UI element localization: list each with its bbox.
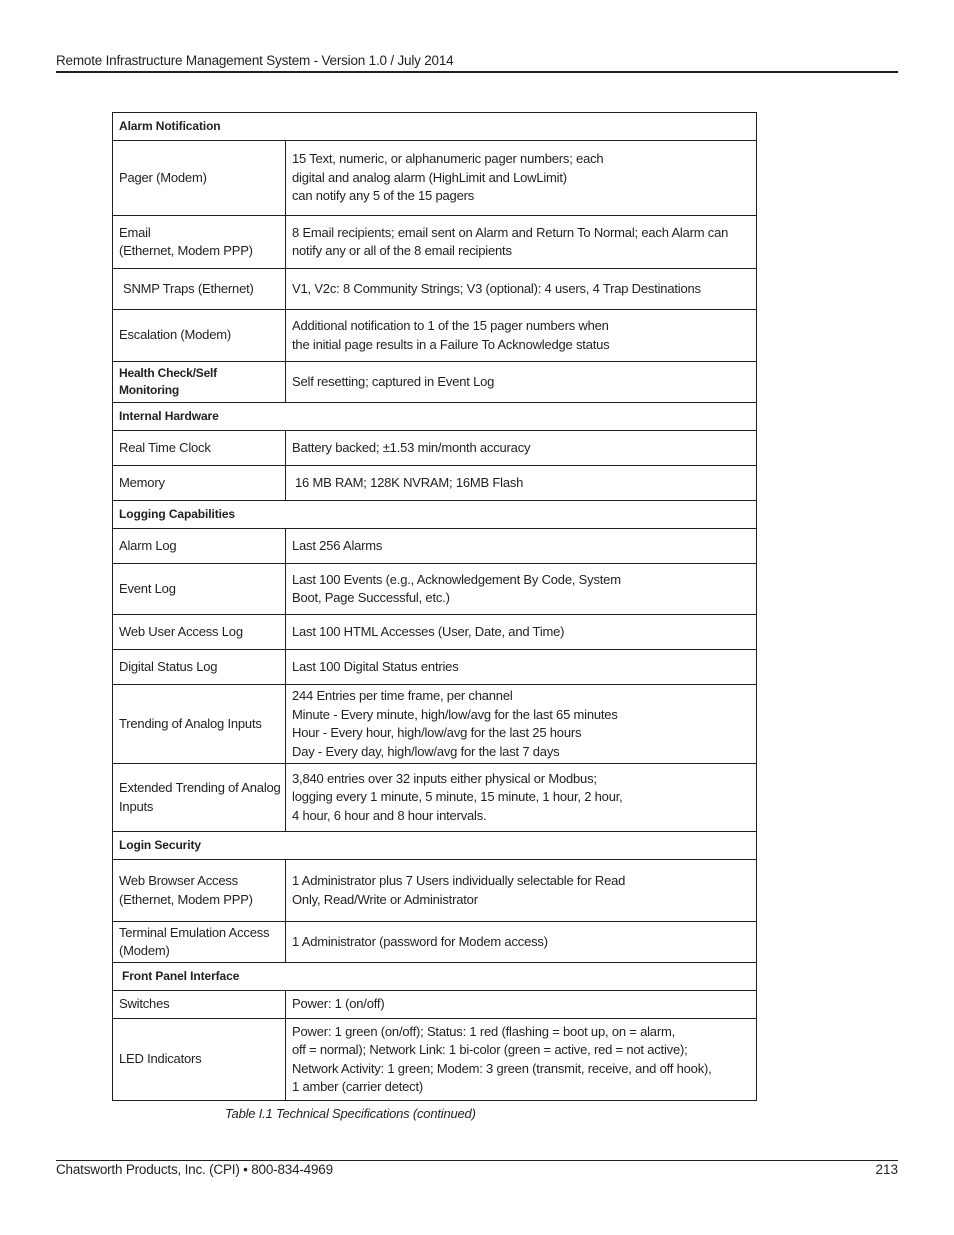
table-row [113,362,757,403]
table-row [113,991,757,1019]
row-value: Self resetting; captured in Event Log [286,362,757,403]
row-value [286,764,757,832]
row-value: Battery backed; ±1.53 min/month accuracy [286,431,757,466]
value-line: Hour - Every hour, high/low/avg for the last 25 hours [292,725,582,740]
section-header-internal-hardware: Internal Hardware [113,403,757,431]
section-header-login-security: Login Security [113,832,757,860]
row-label: Escalation (Modem) [113,310,286,362]
section-header-alarm-notification: Alarm Notification [113,113,757,141]
row-value [286,564,757,615]
section-row [113,403,757,431]
row-label: Digital Status Log [113,650,286,685]
label-line: (Modem) [119,943,170,958]
section-row [113,832,757,860]
value-line: Additional notification to 1 of the 15 pager numbers when [292,318,609,333]
value-line: 244 Entries per time frame, per channel [292,688,513,703]
footer-rule [56,1160,898,1161]
table-row [113,269,757,310]
value-line: off = normal); Network Link: 1 bi-color (green = active, red = not active); [292,1042,688,1057]
value-line: Day - Every day, high/low/avg for the last 7 days [292,743,560,759]
value-line: logging every 1 minute, 5 minute, 15 minute, 1 hour, 2 hour, [292,789,623,805]
value-line: Power: 1 green (on/off); Status: 1 red (flashing = boot up, on = alarm, [292,1023,676,1039]
value-line: 4 hour, 6 hour and 8 hour intervals. [292,807,487,823]
row-label: Web User Access Log [113,615,286,650]
row-value: Last 100 HTML Accesses (User, Date, and Time) [286,615,757,650]
row-value [286,685,757,764]
value-line: Last 100 Events (e.g., Acknowledgement By Code, System [292,571,621,587]
row-label: Switches [113,991,286,1019]
table-row [113,685,757,764]
technical-specifications-table [112,112,757,1101]
table-row [113,860,757,922]
row-label [113,922,286,963]
row-value: V1, V2c: 8 Community Strings; V3 (optional): 4 users, 4 Trap Destinations [286,269,757,310]
section-row [113,963,757,991]
value-line: the initial page results in a Failure To Acknowledge status [292,336,610,352]
row-value: 1 Administrator (password for Modem access) [286,922,757,963]
table-caption: Table I.1 Technical Specifications (continued) [225,1106,476,1121]
table-row [113,529,757,564]
value-line: 1 Administrator plus 7 Users individually selectable for Read [292,873,626,888]
value-line: Boot, Page Successful, etc.) [292,590,450,605]
label-line: Web Browser Access [119,873,238,888]
label-line: Inputs [119,798,154,814]
value-line: 15 Text, numeric, or alphanumeric pager numbers; each [292,151,604,167]
value-line: can notify any 5 of the 15 pagers [292,188,475,204]
value-line: 3,840 entries over 32 inputs either physical or Modbus; [292,770,597,786]
row-label: LED Indicators [113,1019,286,1101]
value-line: Network Activity: 1 green; Modem: 3 green (transmit, receive, and off hook), [292,1060,712,1076]
row-label [113,860,286,922]
row-value [286,1019,757,1101]
table-row [113,431,757,466]
label-line: Monitoring [119,383,179,397]
value-line: digital and analog alarm (HighLimit and LowLimit) [292,169,567,185]
row-label: SNMP Traps (Ethernet) [113,269,286,310]
table-row [113,216,757,269]
row-label: Memory [113,466,286,501]
table-row [113,922,757,963]
row-label: Alarm Log [113,529,286,564]
value-line: Only, Read/Write or Administrator [292,891,478,907]
value-line: 1 amber (carrier detect) [292,1079,424,1094]
section-header-logging-capabilities: Logging Capabilities [113,501,757,529]
section-row [113,113,757,141]
table-row [113,310,757,362]
value-line: Minute - Every minute, high/low/avg for the last 65 minutes [292,706,618,722]
label-line: Email [119,224,151,240]
row-label: Pager (Modem) [113,141,286,216]
row-label: Real Time Clock [113,431,286,466]
row-label [113,764,286,832]
table-row [113,650,757,685]
row-label [113,362,286,403]
row-label [113,216,286,269]
table-row [113,764,757,832]
table-row [113,141,757,216]
label-line: Extended Trending of Analog [119,780,281,795]
row-value [286,141,757,216]
table-row [113,1019,757,1101]
row-value [286,860,757,922]
label-line: Health Check/Self [119,366,217,380]
label-line: Terminal Emulation Access [119,924,270,940]
row-label: Event Log [113,564,286,615]
header-rule [56,71,898,73]
page-header: Remote Infrastructure Management System - Version 1.0 / July 2014 [56,53,454,68]
row-value: Power: 1 (on/off) [286,991,757,1019]
row-value [286,216,757,269]
row-value: Last 256 Alarms [286,529,757,564]
value-line: notify any or all of the 8 email recipients [292,243,512,258]
section-header-front-panel-interface: Front Panel Interface [113,963,757,991]
label-line: (Ethernet, Modem PPP) [119,243,253,258]
row-value: 16 MB RAM; 128K NVRAM; 16MB Flash [286,466,757,501]
table-row [113,615,757,650]
row-label: Trending of Analog Inputs [113,685,286,764]
table-row [113,564,757,615]
row-value: Last 100 Digital Status entries [286,650,757,685]
table-row [113,466,757,501]
label-line: (Ethernet, Modem PPP) [119,891,253,907]
value-line: 8 Email recipients; email sent on Alarm and Return To Normal; each Alarm can [292,224,729,240]
page-number: 213 [875,1162,898,1177]
row-value [286,310,757,362]
footer-company: Chatsworth Products, Inc. (CPI) • 800-834-4969 [56,1162,333,1177]
section-row [113,501,757,529]
